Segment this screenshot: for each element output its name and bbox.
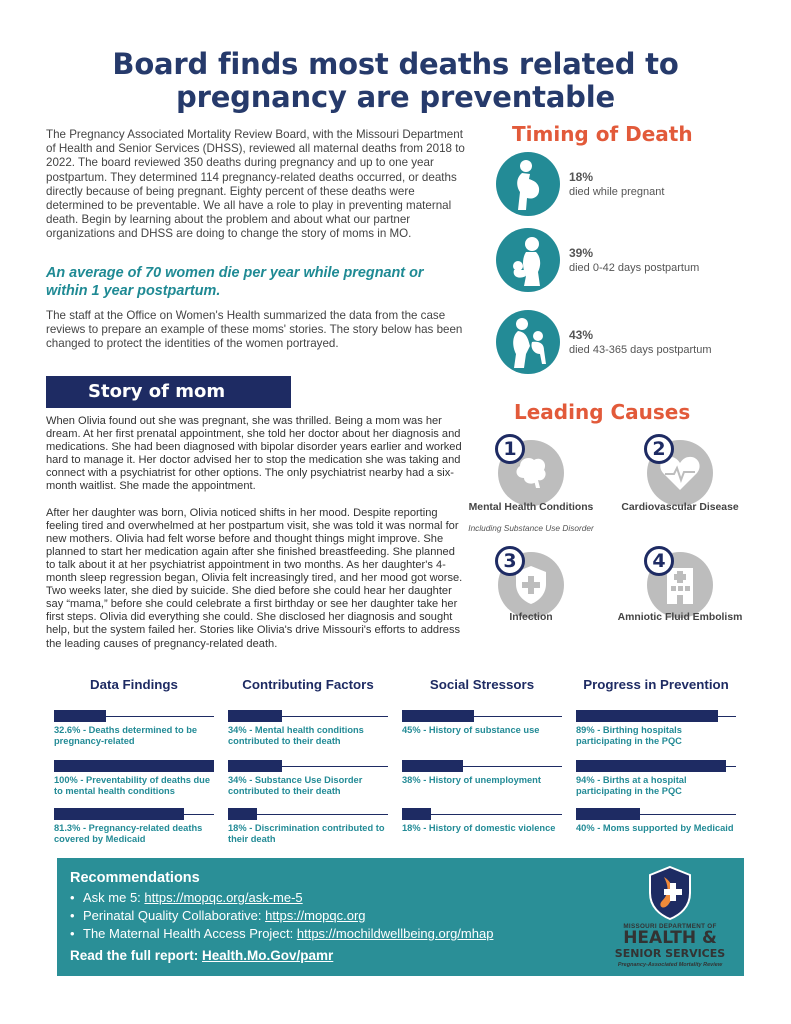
full-report-text: Read the full report: <box>70 948 203 963</box>
intro-paragraph: The Pregnancy Associated Mortality Review Board, with the Missouri Department of Health and Senior Services (DHSS), reviewed all maternal deaths from 2018 to 2022. The board reviewed 350 deaths during pregnancy and up to one year postpartum. They determined 114 pregnancy-related deaths occurred, or deaths directly because of being pregnant. Eighty percent of these deaths were determined to be preventable. We all have a role to play in preventing maternal death. Begin by learning about the problem and about what our partner organizations and DHSS are doing to change the story of moms in MO. <box>46 128 465 241</box>
story-paragraph: When Olivia found out she was pregnant, she was thrilled. Being a mom was her dream. At her first prenatal appointment, she told her doctor about her diagnosis and medications. She had been diagnosed with bipolar disorder years earlier and worked hard to manage it. Her doctor advised her to stop the medication she was taking and connect with a psychiatrist for other options. The only psychiatrist nearby had a six-month waitlist. She made the appointment. <box>46 415 462 493</box>
finding-bar <box>228 760 388 772</box>
logo-line: Pregnancy-Associated Mortality Review <box>617 962 723 968</box>
cause-name: Amniotic Fluid Embolism <box>617 612 743 623</box>
bar-fill <box>576 760 726 772</box>
findings-column-title: Data Findings <box>90 677 178 692</box>
finding-label: 18% - Discrimination contributed to their death <box>228 823 385 844</box>
bar-fill <box>54 760 214 772</box>
finding-bar <box>576 808 736 820</box>
list-item: • The Maternal Health Access Project: https://mochildwellbeing.org/mhap <box>70 926 494 941</box>
timing-percent: 39% <box>569 246 594 260</box>
cause-name: Mental Health Conditions <box>468 502 594 513</box>
finding-label: 45% - History of substance use <box>402 725 540 735</box>
cause-item <box>461 548 601 638</box>
timing-percent: 18% <box>569 170 594 184</box>
cause-subtitle: Including Substance Use Disorder <box>468 523 594 533</box>
timing-label: died while pregnant <box>569 186 665 198</box>
timing-heading: Timing of Death <box>512 122 693 146</box>
finding-label: 94% - Births at a hospital participating in the PQC <box>576 775 687 796</box>
timing-item <box>496 310 756 374</box>
finding-bar <box>576 760 736 772</box>
finding-label: 89% - Birthing hospitals participating in the PQC <box>576 725 682 746</box>
finding-label: 81.3% - Pregnancy-related deaths covered by Medicaid <box>54 823 203 844</box>
average-deaths-callout: An average of 70 women die per year while pregnant or within 1 year postpartum. <box>46 265 424 299</box>
list-item: • Perinatal Quality Collaborative: https://mopqc.org <box>70 908 366 923</box>
finding-bar <box>402 760 562 772</box>
cause-number: 2 <box>644 434 674 464</box>
finding-bar <box>576 710 736 722</box>
causes-heading: Leading Causes <box>514 400 691 424</box>
bar-fill <box>402 760 463 772</box>
finding-bar <box>402 710 562 722</box>
rec-text: The Maternal Health Access Project: <box>83 926 297 941</box>
finding-bar <box>54 808 214 820</box>
finding-bar <box>228 808 388 820</box>
timing-percent: 43% <box>569 328 594 342</box>
story-paragraph: After her daughter was born, Olivia noticed shifts in her mood. Despite reporting feeling tired and overwhelmed at her postpartum visit, she was told it was normal for new mothers. Olivia had felt worse before and thought things might improve. She planned to start her medication again after she finished breastfeeding. She planned to talk about it at her psychiatrist appointment in two months. As her daughter's 4-month sleep regression began, Olivia felt increasingly tired, and her mood got worse. Two weeks later, she died by suicide. She died before she could hear her daughter say “mama,” before she could celebrate a first birthday or see her daughter take her first steps. Olivia did everything she could. She disclosed her diagnosis and sought help, but the system failed her. Stories like Olivia's drive Missouri's efforts to address the leading causes of pregnancy-related death. <box>46 506 463 650</box>
mother-baby-icon <box>496 228 560 292</box>
rec-text: Perinatal Quality Collaborative: <box>83 908 266 923</box>
cause-number: 1 <box>495 434 525 464</box>
logo-line: SENIOR SERVICES <box>614 947 726 960</box>
finding-label: 38% - History of unemployment <box>402 775 541 785</box>
finding-bar <box>228 710 388 722</box>
logo-line: HEALTH & <box>623 928 717 948</box>
cause-name: Infection <box>509 612 553 623</box>
cause-number: 4 <box>644 546 674 576</box>
finding-label: 100% - Preventability of deaths due to mental health conditions <box>54 775 211 796</box>
story-text <box>46 415 466 664</box>
cause-item <box>610 548 750 638</box>
bar-fill <box>228 710 282 722</box>
finding-bar <box>402 808 562 820</box>
bar-fill <box>228 760 282 772</box>
cause-name: Cardiovascular Disease <box>621 502 739 513</box>
cause-item <box>610 436 750 536</box>
finding-label: 34% - Mental health conditions contributed to their death <box>228 725 364 746</box>
rec-link[interactable]: https://mochildwellbeing.org/mhap <box>296 926 494 941</box>
bar-fill <box>402 710 474 722</box>
finding-label: 34% - Substance Use Disorder contributed to their death <box>228 775 363 796</box>
pregnant-woman-icon <box>496 152 560 216</box>
page-title: Board finds most deaths related to pregnancy are preventable <box>112 47 679 114</box>
logo-line: MISSOURI DEPARTMENT OF <box>623 923 717 930</box>
bar-fill <box>54 710 106 722</box>
shield-logo-icon <box>646 865 694 921</box>
cause-number: 3 <box>495 546 525 576</box>
bar-fill <box>576 710 718 722</box>
rec-text: Ask me 5: <box>83 890 145 905</box>
full-report-line <box>70 948 333 963</box>
recommendations-heading: Recommendations <box>70 870 200 886</box>
timing-item <box>496 228 756 292</box>
findings-column-title: Social Stressors <box>429 677 535 692</box>
timing-label: died 0-42 days postpartum <box>569 262 700 274</box>
cause-item <box>461 436 601 546</box>
finding-label: 32.6% - Deaths determined to be pregnancy-related <box>54 725 198 746</box>
findings-column-title: Contributing Factors <box>242 677 374 692</box>
rec-link[interactable]: https://mopqc.org/ask-me-5 <box>144 890 303 905</box>
finding-label: 18% - History of domestic violence <box>402 823 556 833</box>
bar-fill <box>402 808 431 820</box>
timing-label: died 43-365 days postpartum <box>569 344 712 356</box>
bar-fill <box>576 808 640 820</box>
recommendations-list <box>70 889 493 943</box>
full-report-link[interactable]: Health.Mo.Gov/pamr <box>202 948 334 963</box>
findings-column-title: Progress in Prevention <box>583 677 729 692</box>
timing-item <box>496 152 756 216</box>
bar-fill <box>228 808 257 820</box>
staff-note-paragraph: The staff at the Office on Women's Health summarized the data from the case reviews to prepare an example of these moms' stories. The story below has been changed to protect the identities of the women portrayed. <box>46 309 463 351</box>
rec-link[interactable]: https://mopqc.org <box>265 908 366 923</box>
finding-bar <box>54 760 214 772</box>
dhss-logo <box>606 865 734 975</box>
finding-label: 40% - Moms supported by Medicaid <box>576 823 734 833</box>
bar-fill <box>54 808 184 820</box>
list-item: • Ask me 5: https://mopqc.org/ask-me-5 <box>70 890 303 905</box>
finding-bar <box>54 710 214 722</box>
mother-child-icon <box>496 310 560 374</box>
story-heading: Story of mom <box>46 376 291 408</box>
